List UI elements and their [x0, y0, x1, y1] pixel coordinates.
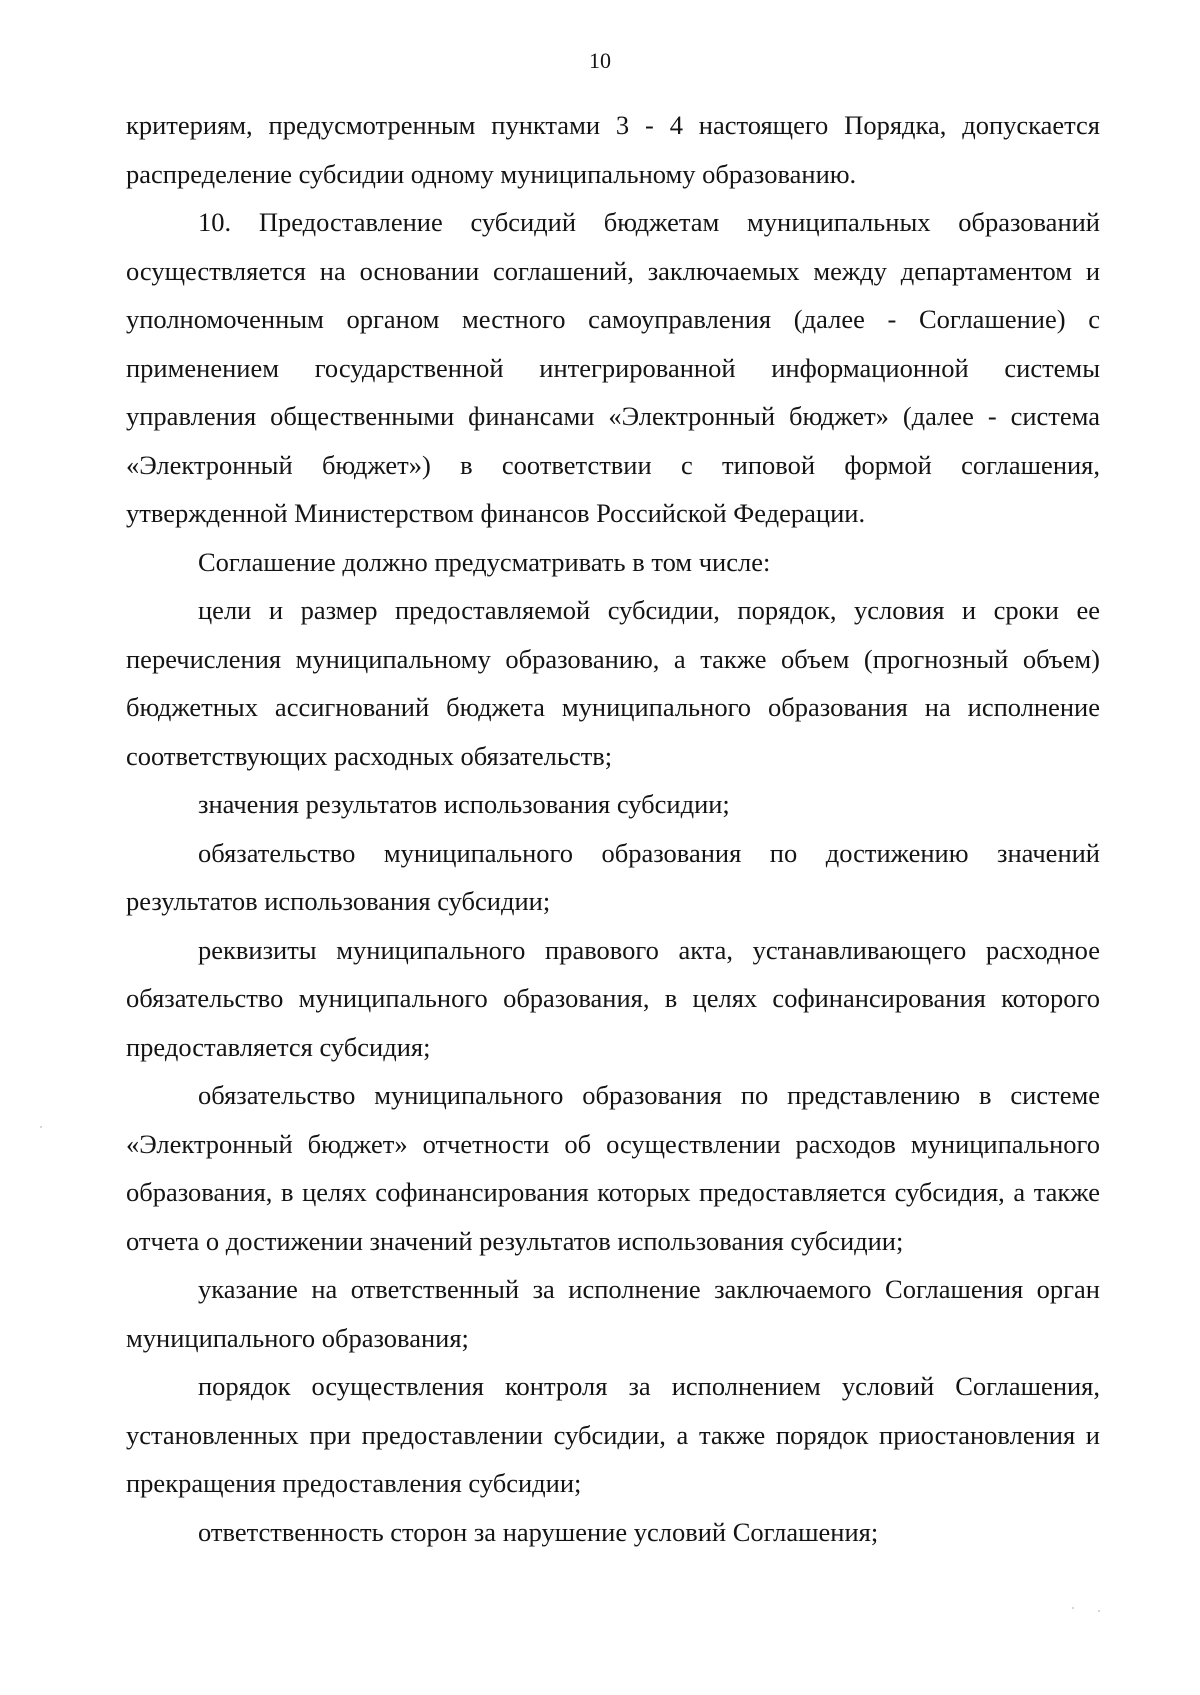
paragraph-agreement-intro: Соглашение должно предусматривать в том числе:: [198, 546, 771, 577]
paragraph-liability: ответственность сторон за нарушение условий Соглашения;: [198, 1516, 879, 1547]
document-body: [126, 101, 1100, 1556]
paragraph-item-10: 10. Предоставление субсидий бюджетам муниципальных образований осуществляется на основании соглашений, заключаемых между департаментом и уполномоченным органом местного самоуправления (далее - Соглашение) с применением государственной интегрированной информационной системы управления общественными финансами «Электронный бюджет» (далее - система «Электронный бюджет») в соответствии с типовой формой соглашения, утвержденной Министерством финансов Российской Федерации.: [126, 207, 1100, 528]
paragraph-result-values: значения результатов использования субсидии;: [198, 789, 730, 819]
paragraph-continuation: критериям, предусмотренным пунктами 3 - 4 настоящего Порядка, допускается распределение субсидии одному муниципальному образованию.: [126, 110, 1100, 189]
scan-speck: [1098, 1610, 1100, 1612]
paragraph-reporting-obligation: обязательство муниципального образования по представлению в системе «Электронный бюджет» отчетности об осуществлении расходов муниципального образования, в целях софинансирования которых предоставляется субсидия, а также отчета о достижении значений результатов использования субсидии;: [126, 1080, 1100, 1256]
paragraph-responsible-body: указание на ответственный за исполнение заключаемого Соглашения орган муниципального образования;: [126, 1274, 1100, 1353]
scan-speck: [1072, 1607, 1074, 1609]
page-number: 10: [589, 48, 611, 73]
paragraph-legal-act-details: реквизиты муниципального правового акта, устанавливающего расходное обязательство муниципального образования, в целях софинансирования которого предоставляется субсидия;: [126, 934, 1100, 1062]
paragraph-obligation-results: обязательство муниципального образования по достижению значений результатов использования субсидии;: [126, 837, 1100, 916]
scan-speck: [40, 1126, 42, 1128]
paragraph-goals-and-amount: цели и размер предоставляемой субсидии, порядок, условия и сроки ее перечисления муниципальному образованию, а также объем (прогнозный объем) бюджетных ассигнований бюджета муниципального образования на исполнение соответствующих расходных обязательств;: [126, 595, 1100, 771]
paragraph-control-procedure: порядок осуществления контроля за исполнением условий Соглашения, установленных при предоставлении субсидии, а также порядок приостановления и прекращения предоставления субсидии;: [126, 1371, 1100, 1498]
